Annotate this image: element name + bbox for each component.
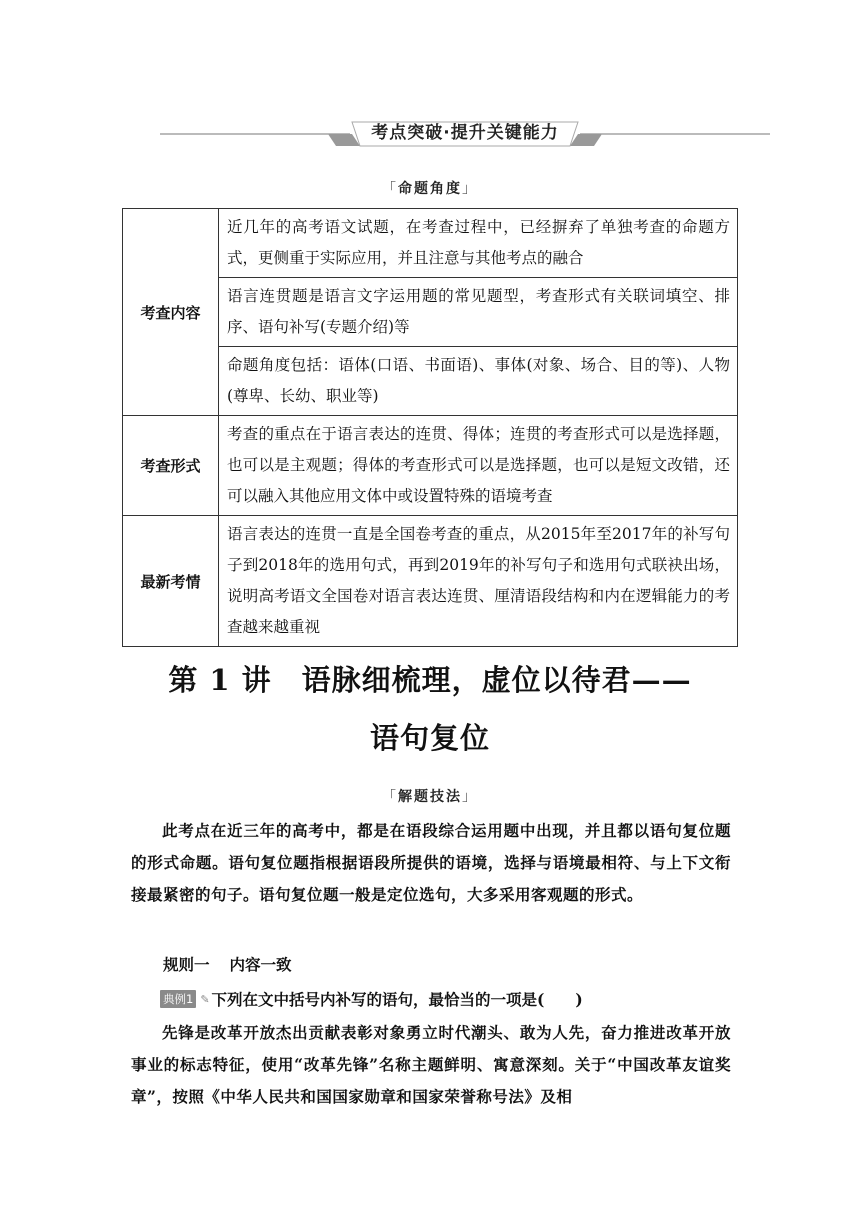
example-question xyxy=(160,988,583,1010)
banner-title: 考点突破·提升关键能力 xyxy=(371,123,559,143)
section-banner xyxy=(160,112,770,152)
pen-icon: ✎ xyxy=(200,993,210,1006)
table-cell: 语言表达的连贯一直是全国卷考查的重点，从2015年至2017年的补写句子到2018年的选用句式，再到2019年的补写句子和选用句式联袂出场，说明高考语文全国卷对语言表达连贯、厘清语段结构和内在逻辑能力的考查越来越重视 xyxy=(219,516,738,647)
table-cell: 近几年的高考语文试题，在考查过程中，已经摒弃了单独考查的命题方式，更侧重于实际应用，并且注意与其他考点的融合 xyxy=(219,209,738,278)
example-question-text: 下列在文中括号内补写的语句，最恰当的一项是( ) xyxy=(211,990,583,1009)
table-row xyxy=(123,516,738,647)
example-badge: 典例1 xyxy=(160,990,196,1008)
exam-info-table xyxy=(122,208,738,647)
row-header: 考查形式 xyxy=(123,416,219,516)
section-label-angle: 「命题角度」 xyxy=(382,181,478,197)
table-row xyxy=(123,416,738,516)
row-header: 考查内容 xyxy=(123,209,219,416)
section-label-technique: 「解题技法」 xyxy=(382,789,478,805)
lecture-title-line1: 第 1 讲 语脉细梳理，虚位以待君—— xyxy=(168,663,692,697)
table-row xyxy=(123,209,738,278)
table-cell: 命题角度包括：语体(口语、书面语)、事体(对象、场合、目的等)、人物(尊卑、长幼、职业等) xyxy=(219,347,738,416)
passage-paragraph: 先锋是改革开放杰出贡献表彰对象勇立时代潮头、敢为人先，奋力推进改革开放事业的标志特征，使用“改革先锋”名称主题鲜明、寓意深刻。关于“中国改革友谊奖章”，按照《中华人民共和国国家勋章和国家荣誉称号法》及相 xyxy=(131,1023,731,1106)
rule-heading: 规则一 内容一致 xyxy=(163,955,292,974)
table-cell: 语言连贯题是语言文字运用题的常见题型，考查形式有关联词填空、排序、语句补写(专题介绍)等 xyxy=(219,278,738,347)
table-cell: 考查的重点在于语言表达的连贯、得体；连贯的考查形式可以是选择题，也可以是主观题；得体的考查形式可以是选择题，也可以是短文改错，还可以融入其他应用文体中或设置特殊的语境考查 xyxy=(219,416,738,516)
row-header: 最新考情 xyxy=(123,516,219,647)
lecture-title-line2: 语句复位 xyxy=(369,721,490,755)
intro-paragraph: 此考点在近三年的高考中，都是在语段综合运用题中出现，并且都以语句复位题的形式命题。语句复位题指根据语段所提供的语境，选择与语境最相符、与上下文衔接最紧密的句子。语句复位题一般是定位选句，大多采用客观题的形式。 xyxy=(131,821,731,904)
